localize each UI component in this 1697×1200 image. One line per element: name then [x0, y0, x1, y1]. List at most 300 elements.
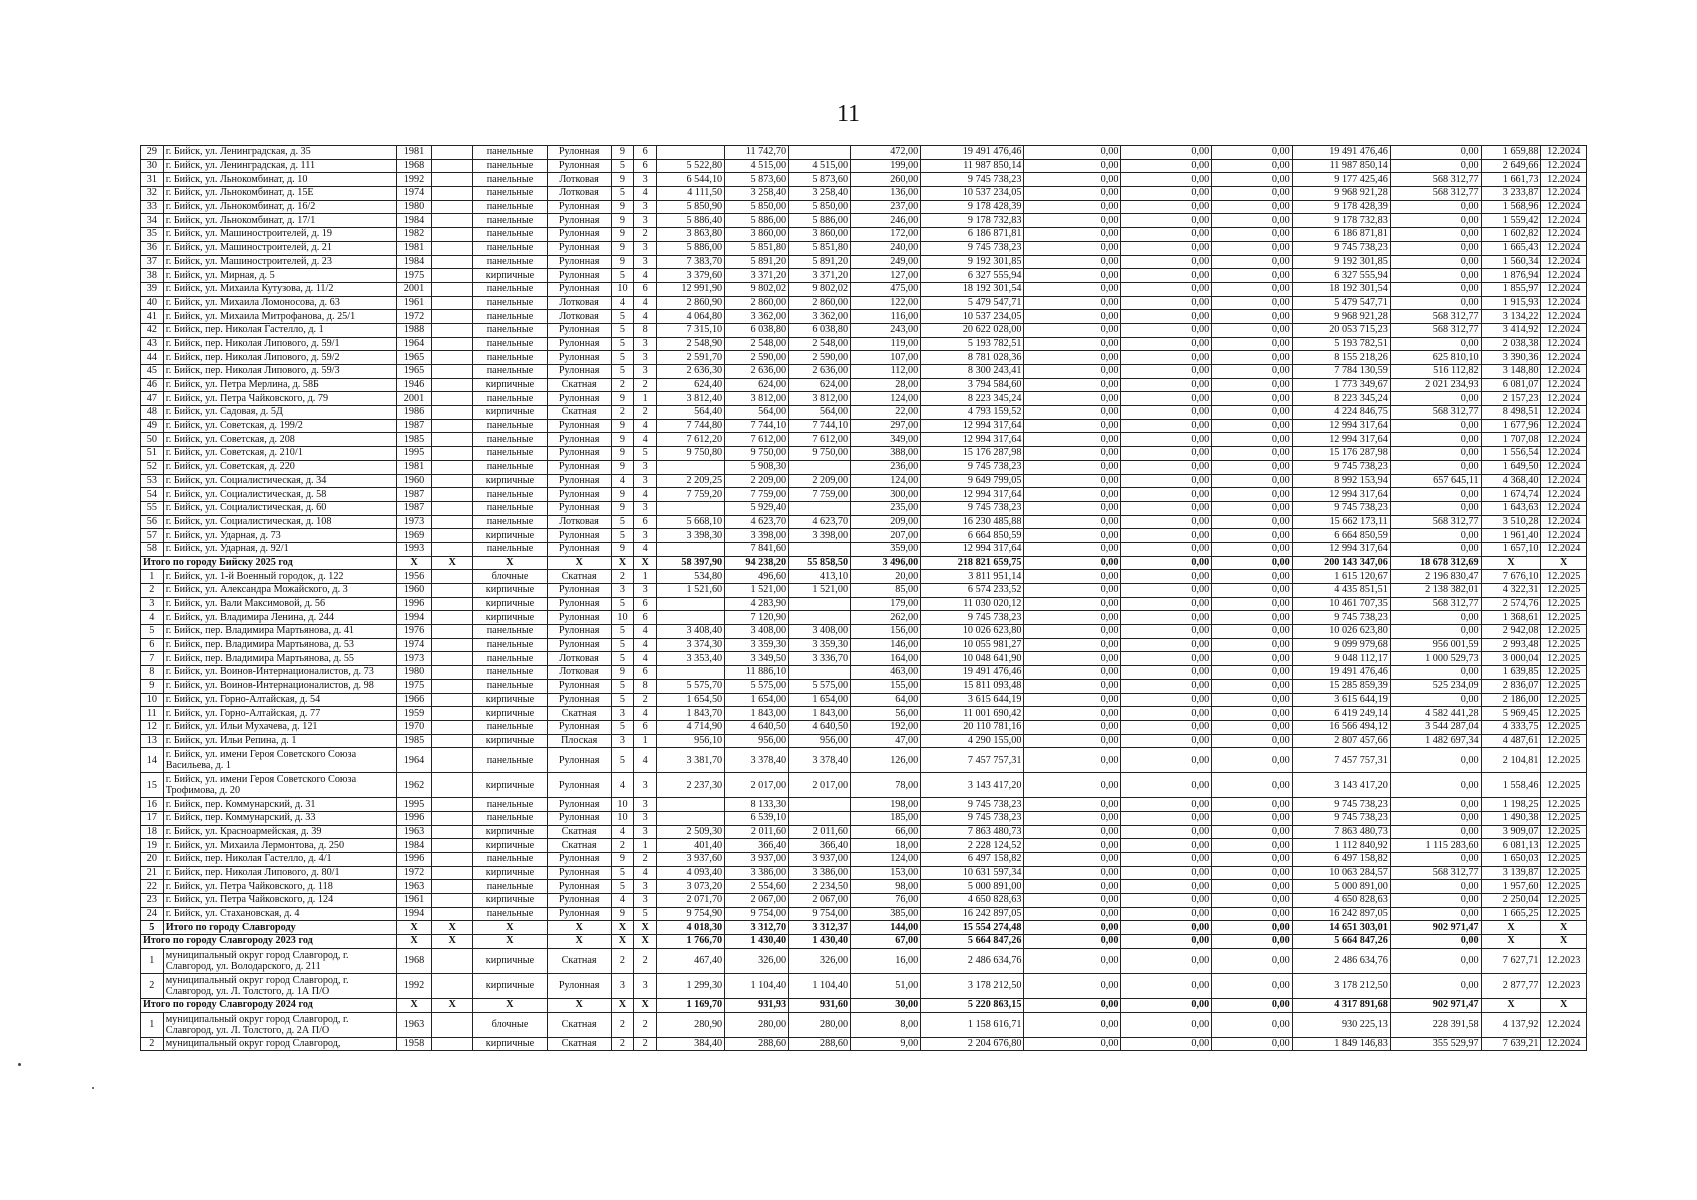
table-cell: 9 [611, 241, 634, 255]
address-cell: г. Бийск, ул. Социалистическая, д. 58 [163, 488, 396, 502]
address-cell: г. Бийск, ул. Ударная, д. 73 [163, 529, 396, 543]
table-cell: 2 636,30 [657, 365, 725, 379]
table-cell: 1968 [396, 159, 431, 173]
table-cell: 0,00 [1024, 419, 1121, 433]
table-cell: 1965 [396, 365, 431, 379]
table-cell: 1994 [396, 611, 431, 625]
table-cell: 240,00 [851, 241, 921, 255]
table-cell: 1 [141, 948, 164, 973]
address-cell: г. Бийск, ул. Красноармейская, д. 39 [163, 825, 396, 839]
table-cell: 3 812,40 [657, 392, 725, 406]
table-cell: Скатная [547, 825, 611, 839]
table-cell: 4 515,00 [789, 159, 851, 173]
table-cell: 0,00 [1212, 542, 1293, 556]
table-cell: 1976 [396, 625, 431, 639]
table-cell: 0,00 [1212, 310, 1293, 324]
table-cell: 0,00 [1212, 556, 1293, 570]
table-cell: 0,00 [1390, 282, 1481, 296]
total-row [141, 935, 1587, 949]
table-cell: Рулонная [547, 460, 611, 474]
table-cell: 2 [634, 406, 657, 420]
table-cell: 3 378,40 [725, 748, 789, 773]
table-cell: 0,00 [1024, 773, 1121, 798]
table-cell: 0,00 [1024, 894, 1121, 908]
table-cell: 463,00 [851, 666, 921, 680]
table-cell: 18 192 301,54 [921, 282, 1024, 296]
table-cell: панельные [473, 200, 547, 214]
address-cell: г. Бийск, ул. Советская, д. 199/2 [163, 419, 396, 433]
table-cell: 94 238,20 [725, 556, 789, 570]
table-cell: 956,00 [789, 734, 851, 748]
table-cell: 1972 [396, 866, 431, 880]
table-cell: панельные [473, 392, 547, 406]
table-cell: 6 574 233,52 [921, 584, 1024, 598]
table-cell: 0,00 [1212, 200, 1293, 214]
address-cell: муниципальный округ город Славгород, г. Славгород, ул. Володарского, д. 211 [163, 948, 396, 973]
table-cell: 1961 [396, 296, 431, 310]
table-cell: 0,00 [1212, 460, 1293, 474]
table-cell: 5 891,20 [725, 255, 789, 269]
table-cell: 4 [611, 296, 634, 310]
table-cell: 2 [141, 973, 164, 998]
table-cell: 0,00 [1121, 853, 1212, 867]
table-cell: 0,00 [1024, 406, 1121, 420]
table-cell: 3 408,00 [725, 625, 789, 639]
table-cell: 0,00 [1390, 419, 1481, 433]
table-cell: 0,00 [1121, 1037, 1212, 1051]
table-cell: 1 158 616,71 [921, 1012, 1024, 1037]
table-cell: 30 [141, 159, 164, 173]
table-cell: 185,00 [851, 811, 921, 825]
table-cell: 0,00 [1024, 378, 1121, 392]
table-cell: 0,00 [1121, 337, 1212, 351]
table-cell: панельные [473, 433, 547, 447]
table-cell: 23 [141, 894, 164, 908]
table-cell: 0,00 [1024, 597, 1121, 611]
table-cell: 3 258,40 [725, 187, 789, 201]
table-cell [789, 611, 851, 625]
table-cell: 9 745 738,23 [1292, 611, 1390, 625]
table-cell: 9 968 921,28 [1292, 310, 1390, 324]
table-cell: 9 750,00 [789, 447, 851, 461]
table-cell: 3 [634, 773, 657, 798]
table-cell [432, 269, 473, 283]
address-cell: г. Бийск, ул. Ленинградская, д. 111 [163, 159, 396, 173]
address-cell: г. Бийск, пер. Коммунарский, д. 31 [163, 798, 396, 812]
table-cell: 0,00 [1390, 798, 1481, 812]
table-cell: X [1481, 921, 1541, 935]
table-cell: 15 811 093,48 [921, 679, 1024, 693]
table-cell: 288,60 [789, 1037, 851, 1051]
table-cell: 0,00 [1121, 460, 1212, 474]
table-cell: 8 223 345,24 [1292, 392, 1390, 406]
address-cell: муниципальный округ город Славгород, [163, 1037, 396, 1051]
table-cell: 12.2024 [1541, 433, 1587, 447]
table-cell: 9 745 738,23 [1292, 798, 1390, 812]
table-cell: 12.2025 [1541, 894, 1587, 908]
table-row [141, 1037, 1587, 1051]
table-cell: 0,00 [1121, 474, 1212, 488]
table-cell: 10 [611, 611, 634, 625]
table-cell: 228 391,58 [1390, 1012, 1481, 1037]
table-cell: 2 636,00 [725, 365, 789, 379]
table-cell: 51 [141, 447, 164, 461]
table-row [141, 351, 1587, 365]
table-cell: 1 957,60 [1481, 880, 1541, 894]
table-cell: 0,00 [1121, 556, 1212, 570]
table-cell [432, 773, 473, 798]
table-cell: 0,00 [1212, 734, 1293, 748]
table-cell: Рулонная [547, 693, 611, 707]
table-cell: Рулонная [547, 337, 611, 351]
address-cell: г. Бийск, ул. Горно-Алтайская, д. 54 [163, 693, 396, 707]
table-cell: 8 498,51 [1481, 406, 1541, 420]
table-cell: 1 [141, 570, 164, 584]
table-cell [789, 811, 851, 825]
table-cell: 0,00 [1121, 488, 1212, 502]
table-cell: 0,00 [1024, 296, 1121, 310]
table-cell: 5 873,60 [789, 173, 851, 187]
table-cell: 0,00 [1390, 228, 1481, 242]
table-cell: 5 851,80 [789, 241, 851, 255]
table-cell: 568 312,77 [1390, 310, 1481, 324]
table-cell: 9 745 738,23 [921, 173, 1024, 187]
table-cell: 0,00 [1121, 773, 1212, 798]
table-cell [432, 894, 473, 908]
table-cell: 2 038,38 [1481, 337, 1541, 351]
table-cell: 1 [634, 734, 657, 748]
table-cell [432, 187, 473, 201]
address-cell: муниципальный округ город Славгород, г. Славгород, ул. Л. Толстого, д. 2А П/О [163, 1012, 396, 1037]
table-cell: 0,00 [1024, 998, 1121, 1012]
table-cell: 2 548,00 [789, 337, 851, 351]
table-cell: 2 993,48 [1481, 638, 1541, 652]
table-cell: 5 [611, 866, 634, 880]
table-cell: кирпичные [473, 894, 547, 908]
table-cell: Лотковая [547, 187, 611, 201]
table-cell: панельные [473, 488, 547, 502]
table-row [141, 693, 1587, 707]
table-cell: X [396, 921, 431, 935]
table-row [141, 907, 1587, 921]
table-cell: 42 [141, 323, 164, 337]
table-cell: 47,00 [851, 734, 921, 748]
table-cell: 0,00 [1212, 488, 1293, 502]
table-cell: 0,00 [1212, 894, 1293, 908]
total-label-cell: Итого по городу Славгороду 2024 год [141, 998, 397, 1012]
table-cell: 9 [611, 419, 634, 433]
table-cell: 4 515,00 [725, 159, 789, 173]
table-cell: 1994 [396, 907, 431, 921]
table-cell: 11 001 690,42 [921, 707, 1024, 721]
table-cell: 3 [611, 707, 634, 721]
table-cell: 4 582 441,28 [1390, 707, 1481, 721]
table-cell [432, 351, 473, 365]
table-cell: 0,00 [1212, 853, 1293, 867]
address-cell: г. Бийск, ул. Ударная, д. 92/1 [163, 542, 396, 556]
table-cell: 568 312,77 [1390, 173, 1481, 187]
table-cell: 0,00 [1212, 1012, 1293, 1037]
table-cell: панельные [473, 679, 547, 693]
table-cell: 1995 [396, 447, 431, 461]
table-cell: 0,00 [1024, 584, 1121, 598]
table-cell: 15 176 287,98 [921, 447, 1024, 461]
table-cell: панельные [473, 542, 547, 556]
table-cell: 12 994 317,64 [921, 488, 1024, 502]
table-cell: Рулонная [547, 866, 611, 880]
total-label-cell: Итого по городу Бийску 2025 год [141, 556, 397, 570]
address-cell: г. Бийск, ул. Петра Чайковского, д. 118 [163, 880, 396, 894]
table-cell: 127,00 [851, 269, 921, 283]
table-cell: 0,00 [1390, 773, 1481, 798]
table-cell: 4 [634, 488, 657, 502]
table-cell: 9 [611, 173, 634, 187]
table-row [141, 1012, 1587, 1037]
address-cell: г. Бийск, пер. Владимира Мартьянова, д. 41 [163, 625, 396, 639]
table-cell: 0,00 [1121, 187, 1212, 201]
table-cell: 1 643,63 [1481, 501, 1541, 515]
table-cell: 9,00 [851, 1037, 921, 1051]
table-cell: 10 [611, 798, 634, 812]
table-cell: 0,00 [1121, 748, 1212, 773]
table-cell: панельные [473, 241, 547, 255]
table-cell: панельные [473, 501, 547, 515]
table-cell: Рулонная [547, 392, 611, 406]
table-cell: 2 942,08 [1481, 625, 1541, 639]
table-cell: Рулонная [547, 811, 611, 825]
table-cell: 1984 [396, 214, 431, 228]
table-cell: 1 654,50 [657, 693, 725, 707]
table-cell: 136,00 [851, 187, 921, 201]
table-cell [432, 515, 473, 529]
address-cell: г. Бийск, ул. 1-й Военный городок, д. 122 [163, 570, 396, 584]
table-cell: 2 228 124,52 [921, 839, 1024, 853]
table-cell: 4 [611, 474, 634, 488]
table-cell: 57 [141, 529, 164, 543]
table-cell: 1 568,96 [1481, 200, 1541, 214]
table-cell [657, 146, 725, 160]
table-cell: 4 [634, 638, 657, 652]
table-cell: 0,00 [1024, 433, 1121, 447]
table-cell: 1 649,50 [1481, 460, 1541, 474]
table-cell: X [473, 556, 547, 570]
table-cell: 3 [634, 241, 657, 255]
table-cell: 5 [611, 323, 634, 337]
table-cell: 0,00 [1121, 720, 1212, 734]
table-cell: 5 575,00 [789, 679, 851, 693]
table-cell: 4 333,75 [1481, 720, 1541, 734]
table-cell: 326,00 [789, 948, 851, 973]
table-cell: панельные [473, 811, 547, 825]
table-cell: 2 [611, 406, 634, 420]
table-cell: 35 [141, 228, 164, 242]
table-cell: 9 745 738,23 [921, 811, 1024, 825]
table-cell: 0,00 [1212, 173, 1293, 187]
table-cell: 0,00 [1212, 187, 1293, 201]
table-cell [432, 228, 473, 242]
table-cell: 1992 [396, 173, 431, 187]
table-cell: панельные [473, 255, 547, 269]
table-cell: Лотковая [547, 666, 611, 680]
table-cell: 0,00 [1024, 748, 1121, 773]
table-cell: 1993 [396, 542, 431, 556]
table-cell: 6 081,13 [1481, 839, 1541, 853]
table-cell: 2 196 830,47 [1390, 570, 1481, 584]
table-cell: 2 548,90 [657, 337, 725, 351]
table-cell: 1968 [396, 948, 431, 973]
housing-repair-register-table [140, 145, 1587, 1051]
table-cell: 3 [634, 529, 657, 543]
table-cell: 0,00 [1212, 811, 1293, 825]
table-cell: 0,00 [1024, 798, 1121, 812]
table-cell: 199,00 [851, 159, 921, 173]
table-cell [657, 542, 725, 556]
table-row [141, 798, 1587, 812]
table-cell: 0,00 [1121, 948, 1212, 973]
table-cell: 172,00 [851, 228, 921, 242]
table-cell: 401,40 [657, 839, 725, 853]
table-cell [432, 611, 473, 625]
table-cell [432, 584, 473, 598]
table-cell: 3 [634, 337, 657, 351]
table-cell: 1961 [396, 894, 431, 908]
table-cell: 9 [611, 255, 634, 269]
address-cell: г. Бийск, ул. Советская, д. 220 [163, 460, 396, 474]
table-cell [657, 460, 725, 474]
table-cell: 0,00 [1121, 228, 1212, 242]
table-cell: панельные [473, 365, 547, 379]
table-cell: 0,00 [1121, 310, 1212, 324]
table-cell: 3 378,40 [789, 748, 851, 773]
table-row [141, 310, 1587, 324]
table-cell: X [611, 998, 634, 1012]
table-cell: 4 368,40 [1481, 474, 1541, 488]
table-cell: 236,00 [851, 460, 921, 474]
total-row [141, 921, 1587, 935]
table-cell: 10 [611, 811, 634, 825]
table-cell: 0,00 [1121, 839, 1212, 853]
table-cell: 1 430,40 [789, 935, 851, 949]
table-cell: 1 558,46 [1481, 773, 1541, 798]
table-cell: 3 811 951,14 [921, 570, 1024, 584]
table-cell: 5 193 782,51 [921, 337, 1024, 351]
table-cell: 36 [141, 241, 164, 255]
table-cell: панельные [473, 337, 547, 351]
table-cell: 0,00 [1212, 679, 1293, 693]
table-cell [432, 839, 473, 853]
table-cell: 0,00 [1212, 529, 1293, 543]
table-cell: блочные [473, 1012, 547, 1037]
table-cell: 1969 [396, 529, 431, 543]
table-cell: 3 371,20 [789, 269, 851, 283]
table-cell: 930 225,13 [1292, 1012, 1390, 1037]
table-cell: 0,00 [1121, 894, 1212, 908]
table-cell: 32 [141, 187, 164, 201]
table-cell: блочные [473, 570, 547, 584]
table-cell: 1 [141, 1012, 164, 1037]
table-cell: 14 [141, 748, 164, 773]
table-cell: 12.2025 [1541, 638, 1587, 652]
table-cell: 0,00 [1024, 542, 1121, 556]
table-cell: Рулонная [547, 255, 611, 269]
table-cell: 30,00 [851, 998, 921, 1012]
table-cell [432, 392, 473, 406]
table-cell: 0,00 [1212, 973, 1293, 998]
address-cell: муниципальный округ город Славгород, г. Славгород, ул. Л. Толстого, д. 1А П/О [163, 973, 396, 998]
table-cell: 0,00 [1390, 488, 1481, 502]
table-cell: 4 [634, 296, 657, 310]
table-cell: кирпичные [473, 839, 547, 853]
table-cell: 3 143 417,20 [1292, 773, 1390, 798]
table-cell: 9 745 738,23 [1292, 501, 1390, 515]
table-cell: 7 744,10 [725, 419, 789, 433]
table-cell: 0,00 [1024, 921, 1121, 935]
table-cell: 107,00 [851, 351, 921, 365]
table-cell: 12.2025 [1541, 720, 1587, 734]
table-cell: 4 714,90 [657, 720, 725, 734]
table-cell: 2 836,07 [1481, 679, 1541, 693]
table-cell: 243,00 [851, 323, 921, 337]
table-cell: Рулонная [547, 146, 611, 160]
table-cell: X [611, 556, 634, 570]
table-cell: 12.2024 [1541, 501, 1587, 515]
table-cell: 9 178 428,39 [1292, 200, 1390, 214]
table-cell: 4 487,61 [1481, 734, 1541, 748]
table-cell: 33 [141, 200, 164, 214]
table-cell: 280,00 [725, 1012, 789, 1037]
table-cell: панельные [473, 798, 547, 812]
table-cell: 385,00 [851, 907, 921, 921]
table-row [141, 894, 1587, 908]
table-cell: 1987 [396, 501, 431, 515]
table-cell: 1 198,25 [1481, 798, 1541, 812]
table-cell: X [547, 556, 611, 570]
table-cell [657, 811, 725, 825]
table-cell: 50 [141, 433, 164, 447]
table-cell: кирпичные [473, 584, 547, 598]
table-cell: 2 250,04 [1481, 894, 1541, 908]
table-cell [432, 542, 473, 556]
table-cell: 1981 [396, 241, 431, 255]
table-cell: 568 312,77 [1390, 323, 1481, 337]
table-cell: 0,00 [1121, 798, 1212, 812]
table-cell: 0,00 [1212, 666, 1293, 680]
table-cell: 7 383,70 [657, 255, 725, 269]
table-cell: 0,00 [1024, 214, 1121, 228]
table-row [141, 228, 1587, 242]
table-cell: 1 849 146,83 [1292, 1037, 1390, 1051]
table-cell: 525 234,09 [1390, 679, 1481, 693]
table-cell: 0,00 [1024, 707, 1121, 721]
table-cell: 0,00 [1212, 1037, 1293, 1051]
table-cell: 4 [611, 894, 634, 908]
table-cell: 2 017,00 [789, 773, 851, 798]
table-cell: 5 873,60 [725, 173, 789, 187]
table-cell: 0,00 [1212, 501, 1293, 515]
table-cell: 67,00 [851, 935, 921, 949]
table-cell: 12 991,90 [657, 282, 725, 296]
table-cell: Рулонная [547, 584, 611, 598]
table-cell: 2 [634, 948, 657, 973]
table-cell: 2 [141, 1037, 164, 1051]
table-cell: 9 750,80 [657, 447, 725, 461]
table-cell: Рулонная [547, 597, 611, 611]
table-cell: 0,00 [1121, 625, 1212, 639]
table-cell: 0,00 [1212, 433, 1293, 447]
table-cell: 4 290 155,00 [921, 734, 1024, 748]
table-cell: 3 909,07 [1481, 825, 1541, 839]
table-cell: 9 745 738,23 [1292, 460, 1390, 474]
